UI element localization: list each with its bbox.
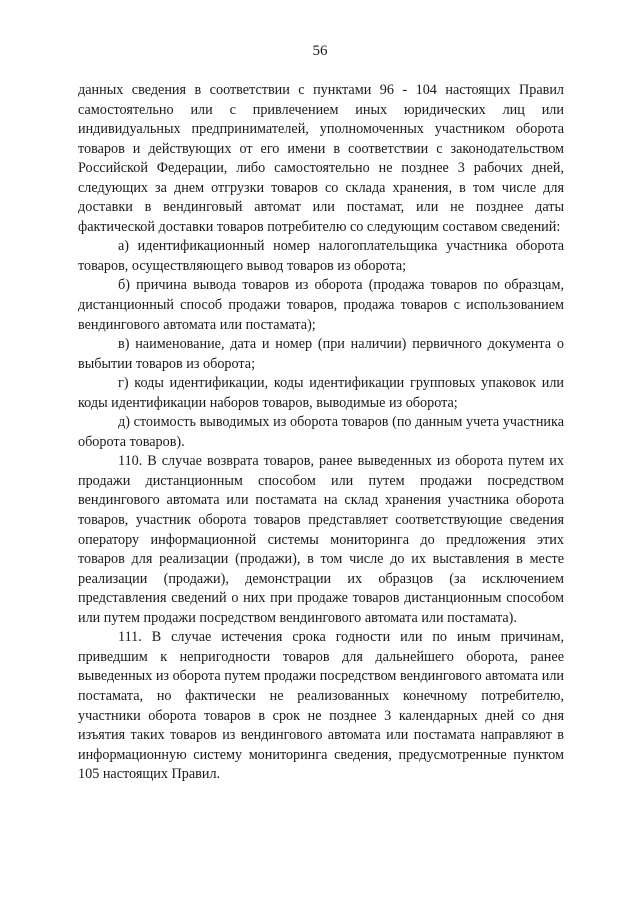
document-body bbox=[78, 81, 564, 785]
paragraph-item-g: г) коды идентификации, коды идентификации групповых упаковок или коды идентификации наборов товаров, выводимые из оборота; bbox=[78, 375, 564, 411]
page-number: 56 bbox=[312, 43, 328, 59]
paragraph-item-b: б) причина вывода товаров из оборота (продажа товаров по образцам, дистанционный способ продажи товаров, продажа товаров с использованием вендингового автомата или постамата); bbox=[78, 277, 564, 333]
paragraph-item-v: в) наименование, дата и номер (при наличии) первичного документа о выбытии товаров из оборота; bbox=[78, 336, 564, 372]
paragraph-clause-111: 111. В случае истечения срока годности или по иным причинам, приведшим к непригодности товаров для дальнейшего оборота, ранее выведенных из оборота путем продажи посредством вендингового автомата или постамата, но фактически не реализованных конечному потребителю, участники оборота товаров в срок не позднее 3 календарных дней со дня изъятия таких товаров из вендингового автомата или постамата направляют в информационную систему мониторинга сведения, предусмотренные пунктом 105 настоящих Правил. bbox=[78, 629, 564, 783]
paragraph-item-d: д) стоимость выводимых из оборота товаров (по данным учета участника оборота товаров). bbox=[78, 414, 564, 450]
paragraph-continuation: данных сведения в соответствии с пунктами 96 - 104 настоящих Правил самостоятельно или с привлечением иных юридических лиц или индивидуальных предпринимателей, уполномоченных участником оборота товаров и действующих от его имени в соответствии с законодательством Российской Федерации, либо самостоятельно не позднее 3 рабочих дней, следующих за днем отгрузки товаров со склада хранения, в том числе для доставки в вендинговый автомат или постамат, или не позднее даты фактической доставки товаров потребителю со следующим составом сведений: bbox=[78, 82, 564, 235]
paragraph-item-a: а) идентификационный номер налогоплательщика участника оборота товаров, осуществляющего вывод товаров из оборота; bbox=[78, 238, 564, 274]
paragraph-clause-110: 110. В случае возврата товаров, ранее выведенных из оборота путем их продажи дистанционным способом или путем продажи посредством вендингового автомата или постамата на склад хранения участника оборота товаров, участник оборота товаров представляет соответствующие сведения оператору информационной системы мониторинга до предложения этих товаров для реализации (продажи), в том числе до их выставления в месте реализации (продажи), демонстрации их образцов (за исключением представления сведений о них при продаже товаров дистанционным способом или путем продажи посредством вендингового автомата или постамата). bbox=[78, 453, 564, 626]
